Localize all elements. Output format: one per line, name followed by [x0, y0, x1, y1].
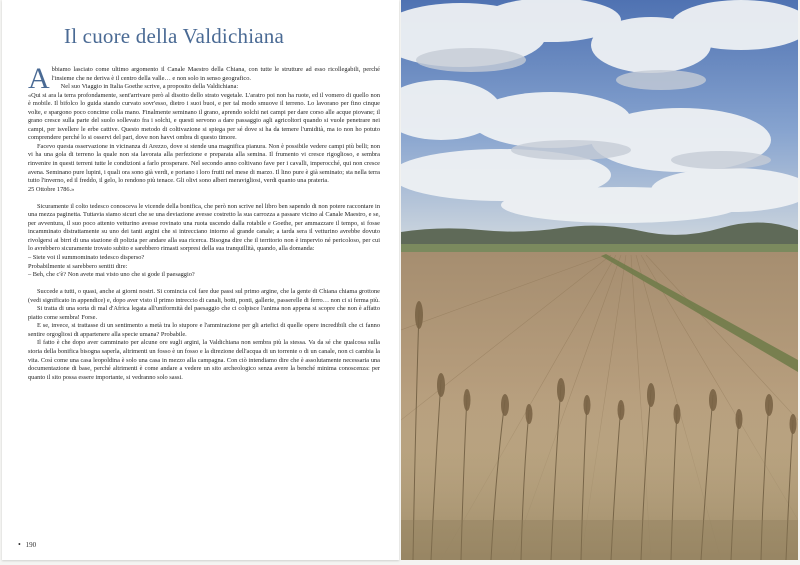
page-title: Il cuore della Valdichiana: [64, 24, 284, 48]
drop-cap: A: [28, 62, 50, 95]
quote-date: 25 Ottobre 1786.»: [28, 185, 75, 193]
paragraph-2: Nel suo Viaggio in Italia Goethe scrive, a proposito della Valdichiana:: [60, 83, 239, 91]
landscape-photo: [401, 0, 798, 560]
dialogue-line-3: – Beh, che c'è? Non avete mai visto uno che si gode il paesaggio?: [28, 271, 195, 279]
page-footer: [18, 540, 36, 549]
dialogue-line-1: – Siete voi il summominato tedesco disperso?: [28, 253, 145, 261]
dialogue-line-2: Probabilmente si sarebbero sentiti dire:: [28, 262, 128, 270]
page-number: 190: [25, 541, 37, 549]
body-text: [28, 62, 380, 382]
right-page: [401, 0, 798, 560]
left-page: [2, 0, 399, 560]
paragraph-6: E se, invece, si trattasse di un sentimento a metà tra lo stupore e l'ammirazione per gli artefici di quelle opere incredibili che ci fanno sentire orgogliosi di appartenere alla specie umana? Probabile.: [28, 322, 380, 338]
quote-paragraph-2: Facevo questa osservazione in vicinanza di Arezzo, dove si stende una magnifica pianura. Non è possibile vedere campi più belli; non vi ha una gola di terreno la quale non sia lavorata alla perfezione e preparata alla semina. Il frumento vi cresce rigoglioso, e sembra rinvenire in questi terreni tutte le condizioni a farlo prosperare. Nel secondo anno coltivano fave per i cavalli, imperocché, qui non cresce avena. Seminano pure lupini, i quali ora sono già verdi, e portano i loro frutti nel mese di marzo. Il lino pure è già seminato; sta nella terra tutto l'inverno, ed il freddo, il gelo, lo rendono più tenace. Gli olivi sono alberi meravigliosi, verdi quanto una prateria.: [28, 142, 380, 185]
quote-paragraph-1: «Qui si ara la terra profondamente, sent'arrivare però al disotto dello strato vegetale. L'aratro poi non ha ruote, ed il vomero di quello non è mobile. Il bifolco lo guida stando curvato sovr'esso, dietro i suoi buoi, e per tal modo smuove il terreno. Lo lavorano per fino cinque volte, e spargono poco concime colla mano. Finalmente seminano il grano, aprendo solchi nei campi per dare corso alle acque piovane; il grano cresce sulla parte del suolo sollevato fra i solchi, e questi servono a dare passaggio agli agricoltori quando si vuole penetrare nei campi, per isvellere le erbe cattive. Questo metodo di coltivazione si spiega per sé dove si ha da temere l'umidità, ma io non ho potuto comprendere perché lo si osservi del pari, dove non havvi ombra di questo timore.: [28, 91, 380, 142]
bullet-icon: •: [18, 540, 21, 549]
paragraph-7: Il fatto è che dopo aver camminato per alcune ore sugli argini, la Valdichiana non sembra più la stessa. Va da sé che qualcosa sulla storia della bonifica bisogna saperla, altrimenti un fosso è un fosso e la direzione dell'acqua di un torrente o di un canale, non ci cambia la vita. Così come una casa leopoldina è solo una casa in mezzo alla campagna. Con ciò intendiamo dire che è assolutamente necessaria una documentazione di base, perché altrimenti è come andare a vedere un sito archeologico senza avere la benché minima conoscenza: per quanto il sito possa essere importante, si vedranno solo sassi.: [28, 339, 380, 381]
paragraph-5: Si tratta di una sorta di mal d'Africa legata all'uniformità del paesaggio che ci colpisce l'anima non appena si scopre che non è affatto piatto come sembra! Forse.: [28, 305, 380, 321]
paragraph-3: Sicuramente il colto tedesco conosceva le vicende della bonifica, che però non scrive nel libro ben sapendo di non potere raccontare in una mezza paginetta. Tuttavia siamo sicuri che se una deviazione avesse costretto la sua carrozza a passare vicino al Canale Maestro, e se, per avventura, il suo poco attento vetturino avesse rovinato una ruota uscendo dalla rotabile e Goethe, per ammazzare il tempo, si fosse incamminato distrattamente su uno dei tanti argini che si intrecciano intorno al grande canale; a tarda sera il vetturino avrebbe dovuto rivolgersi ai birri di una stazione di polizia per andare alla sua ricerca. Bisogna dire che il territorio non è impervio né pericoloso, per cui lo avrebbero sicuramente trovato subito e sarebbero rimasti sorpresi della sua tranquillità, quando, alla domanda:: [28, 202, 380, 253]
sky-area: [401, 0, 798, 235]
paragraph-1: Abbiamo lasciato come ultimo argomento il Canale Maestro della Chiana, con tutte le strutture ad esso ricollegabili, perché l'insieme che ne deriva è il centro della valle… e non solo in senso geografico.: [28, 62, 380, 95]
paragraph-4: Succede a tutti, o quasi, anche ai giorni nostri. Si comincia col fare due passi sul primo argine, che la gente di Chiana chiama grottone (vedi significato in appendice) e, dopo aver visto il primo intreccio di canali, botti, ponti, gallerie, passerelle di ferro… non ci si ferma più.: [28, 288, 380, 304]
